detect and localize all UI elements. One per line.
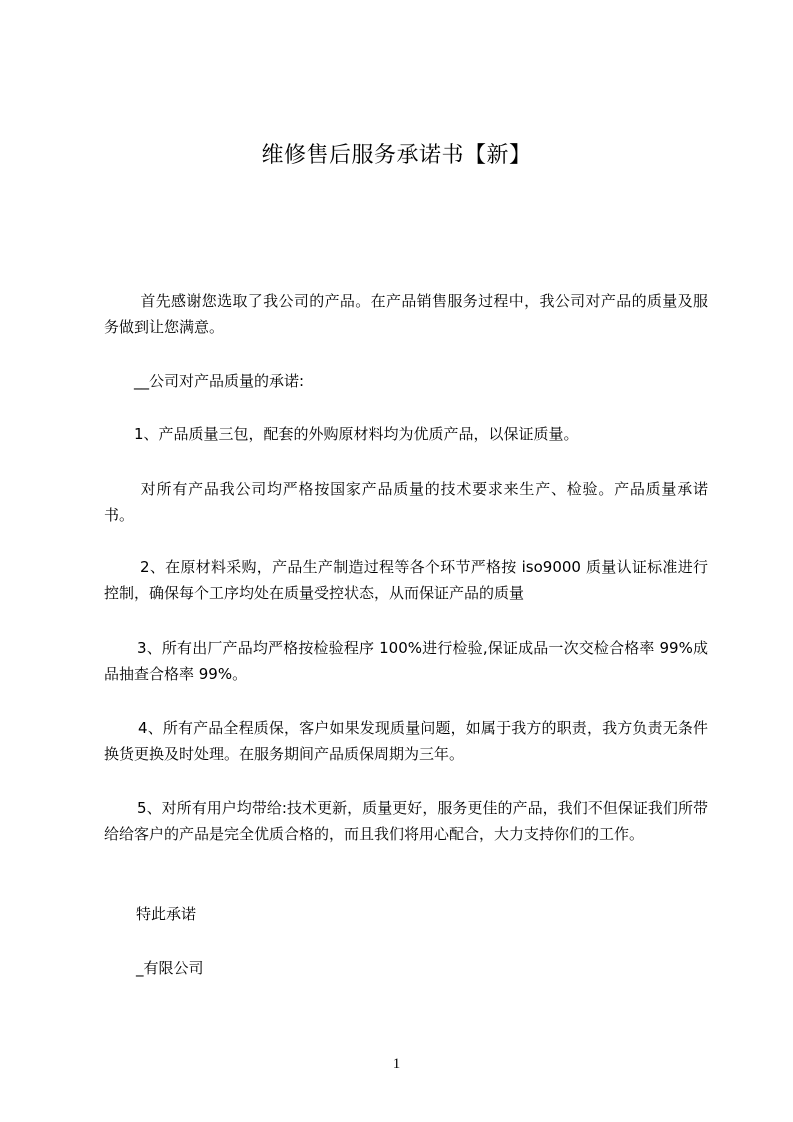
commitment-heading-text: __公司对产品质量的承诺: xyxy=(134,372,305,390)
commitment-item-2-text: 2、在原材料采购，产品生产制造过程等各个环节严格按 iso9000 质量认证标准进行控制，确保每个工序均处在质量受控状态，从而保证产品的质量 xyxy=(104,558,708,602)
commitment-item-4-text: 4、所有产品全程质保，客户如果发现质量问题，如属于我方的职责，我方负责无条件换货更换及时处理。在服务期间产品质保周期为三年。 xyxy=(104,719,708,763)
company-signature-text: _有限公司 xyxy=(136,959,204,977)
commitment-item-1 xyxy=(104,421,708,447)
standards-paragraph xyxy=(104,476,708,528)
commitment-item-5-text: 5、对所有用户均带给:技术更新，质量更好，服务更佳的产品，我们不但保证我们所带给给客户的产品是完全优质合格的，而且我们将用心配合，大力支持你们的工作。 xyxy=(104,799,708,843)
commitment-item-1-text: 1、产品质量三包，配套的外购原材料均为优质产品，以保证质量。 xyxy=(134,425,579,443)
commitment-heading xyxy=(104,368,708,394)
closing-statement-text: 特此承诺 xyxy=(136,905,197,923)
document-title: 维修售后服务承诺书【新】 xyxy=(261,143,532,168)
intro-paragraph xyxy=(104,288,708,340)
closing-statement xyxy=(104,901,708,927)
commitment-item-5 xyxy=(104,795,708,847)
standards-text: 对所有产品我公司均严格按国家产品质量的技术要求来生产、检验。产品质量承诺书。 xyxy=(104,480,708,524)
commitment-item-2 xyxy=(104,554,708,606)
intro-text: 首先感谢您选取了我公司的产品。在产品销售服务过程中，我公司对产品的质量及服务做到让您满意。 xyxy=(104,292,708,336)
commitment-item-4 xyxy=(104,715,708,767)
commitment-item-3 xyxy=(104,635,708,687)
company-signature xyxy=(104,955,708,981)
commitment-item-3-text: 3、所有出厂产品均严格按检验程序 100%进行检验,保证成品一次交检合格率 99%成品抽查合格率 99%。 xyxy=(104,639,708,683)
page-number: 1 xyxy=(392,1056,401,1072)
